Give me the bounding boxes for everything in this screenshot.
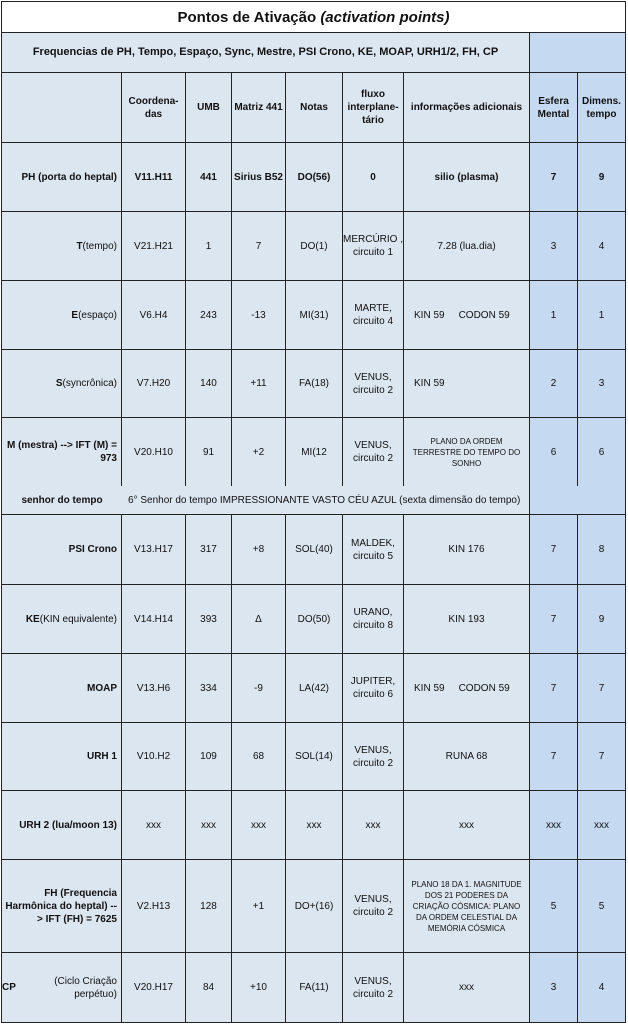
cell-dimens: 4 <box>578 953 626 1023</box>
cell-coord: V6.H4 <box>122 281 186 350</box>
cell-esfera: 7 <box>530 585 578 654</box>
cell-fluxo: xxx <box>343 791 404 860</box>
frequencies-banner: Frequencias de PH, Tempo, Espaço, Sync, Mestre, PSI Crono, KE, MOAP, URH1/2, FH, CP <box>1 33 530 73</box>
cell-dimens: 1 <box>578 281 626 350</box>
cell-esfera: xxx <box>530 791 578 860</box>
row-label: KE (KIN equivalente) <box>1 585 122 654</box>
cell-coord: V13.H6 <box>122 654 186 723</box>
cell-info: silio (plasma) <box>404 143 530 212</box>
cell-umb: 441 <box>186 143 232 212</box>
row-label: S (syncrônica) <box>1 350 122 418</box>
cell-umb: 334 <box>186 654 232 723</box>
cell-info: xxx <box>404 953 530 1023</box>
header-matriz: Matriz 441 <box>232 73 286 143</box>
cell-fluxo: VENUS, circuito 2 <box>343 860 404 953</box>
sheet-title <box>1 1 626 33</box>
cell-info: KIN 193 <box>404 585 530 654</box>
cell-dimens: 8 <box>578 515 626 585</box>
cell-coord: V14.H14 <box>122 585 186 654</box>
cell-coord: V10.H2 <box>122 723 186 791</box>
cell-fluxo: URANO, circuito 8 <box>343 585 404 654</box>
row-label: FH (Frequencia Harmônica do heptal) --> IFT (FH) = 7625 <box>1 860 122 953</box>
cell-fluxo: VENUS, circuito 2 <box>343 723 404 791</box>
cell-dimens: xxx <box>578 791 626 860</box>
cell-info: PLANO DA ORDEM TERRESTRE DO TEMPO DO SONHO <box>404 418 530 486</box>
header-fluxo: fluxo interplane-tário <box>343 73 404 143</box>
cell-umb: 1 <box>186 212 232 281</box>
cell-esfera: 5 <box>530 860 578 953</box>
cell-info: RUNA 68 <box>404 723 530 791</box>
cell-dimens: 5 <box>578 860 626 953</box>
cell-notas: MI(12 <box>286 418 343 486</box>
cell-umb: 243 <box>186 281 232 350</box>
row-label: E (espaço) <box>1 281 122 350</box>
header-esfera: Esfera Mental <box>530 73 578 143</box>
cell-dimens: 9 <box>578 143 626 212</box>
cell-info: KIN 59 CODON 59 <box>404 281 530 350</box>
cell-dimens: 6 <box>578 418 626 486</box>
cell-coord: V20.H17 <box>122 953 186 1023</box>
cell-info: KIN 59 <box>404 350 530 418</box>
cell-matriz: +10 <box>232 953 286 1023</box>
cell-matriz: +8 <box>232 515 286 585</box>
cell-notas: DO+(16) <box>286 860 343 953</box>
cell-fluxo: VENUS, circuito 2 <box>343 350 404 418</box>
senhor-text: 6° Senhor do tempo IMPRESSIONANTE VASTO CÉU AZUL (sexta dimensão do tempo) <box>122 486 530 515</box>
cell-dimens: 4 <box>578 212 626 281</box>
cell-notas: LA(42) <box>286 654 343 723</box>
cell-dimens: 3 <box>578 350 626 418</box>
row-label: MOAP <box>1 654 122 723</box>
cell-fluxo: MERCÚRIO , circuito 1 <box>343 212 404 281</box>
cell-notas: MI(31) <box>286 281 343 350</box>
cell-matriz: -13 <box>232 281 286 350</box>
cell-coord: xxx <box>122 791 186 860</box>
title-main: Pontos de Ativação <box>177 8 317 26</box>
cell-matriz: +2 <box>232 418 286 486</box>
cell-umb: 109 <box>186 723 232 791</box>
cell-esfera: 7 <box>530 143 578 212</box>
cell-esfera: 6 <box>530 418 578 486</box>
cell-umb: xxx <box>186 791 232 860</box>
cell-umb: 91 <box>186 418 232 486</box>
cell-notas: FA(18) <box>286 350 343 418</box>
cell-info: KIN 59 CODON 59 <box>404 654 530 723</box>
cell-fluxo: VENUS, circuito 2 <box>343 418 404 486</box>
cell-notas: SOL(40) <box>286 515 343 585</box>
cell-info: PLANO 18 DA 1. MAGNITUDE DOS 21 PODERES DA CRIAÇÃO CÓSMICA: PLANO DA ORDEM CELESTIAL DA MEMÓRIA CÓSMICA <box>404 860 530 953</box>
cell-coord: V13.H17 <box>122 515 186 585</box>
cell-notas: xxx <box>286 791 343 860</box>
cell-esfera: 3 <box>530 953 578 1023</box>
cell-matriz: +1 <box>232 860 286 953</box>
senhor-label: senhor do tempo <box>1 486 122 515</box>
row-label: PSI Crono <box>1 515 122 585</box>
cell-dimens: 9 <box>578 585 626 654</box>
cell-notas: FA(11) <box>286 953 343 1023</box>
cell-umb: 317 <box>186 515 232 585</box>
cell-dimens: 7 <box>578 723 626 791</box>
cell-esfera: 1 <box>530 281 578 350</box>
cell-coord: V21.H21 <box>122 212 186 281</box>
row-label: PH (porta do heptal) <box>1 143 122 212</box>
header-info: informações adicionais <box>404 73 530 143</box>
row-label: URH 1 <box>1 723 122 791</box>
cell-notas: DO(56) <box>286 143 343 212</box>
cell-umb: 393 <box>186 585 232 654</box>
cell-coord: V7.H20 <box>122 350 186 418</box>
cell-dimens: 7 <box>578 654 626 723</box>
cell-matriz: -9 <box>232 654 286 723</box>
row-label: CP (Ciclo Criação perpétuo) <box>1 953 122 1023</box>
cell-fluxo: JUPITER, circuito 6 <box>343 654 404 723</box>
senhor-blue <box>530 486 626 515</box>
cell-fluxo: VENUS, circuito 2 <box>343 953 404 1023</box>
cell-umb: 84 <box>186 953 232 1023</box>
title-sub: (activation points) <box>320 8 450 26</box>
header-umb: UMB <box>186 73 232 143</box>
cell-matriz: xxx <box>232 791 286 860</box>
cell-fluxo: MARTE, circuito 4 <box>343 281 404 350</box>
cell-info: KIN 176 <box>404 515 530 585</box>
cell-esfera: 3 <box>530 212 578 281</box>
header-coord: Coordena-das <box>122 73 186 143</box>
cell-info: xxx <box>404 791 530 860</box>
cell-notas: DO(50) <box>286 585 343 654</box>
cell-notas: SOL(14) <box>286 723 343 791</box>
cell-notas: DO(1) <box>286 212 343 281</box>
cell-esfera: 7 <box>530 654 578 723</box>
cell-fluxo: MALDEK, circuito 5 <box>343 515 404 585</box>
cell-matriz: Sirius B52 <box>232 143 286 212</box>
cell-esfera: 7 <box>530 515 578 585</box>
header-label-blank <box>1 73 122 143</box>
cell-coord: V20.H10 <box>122 418 186 486</box>
header-dimens: Dimens. tempo <box>578 73 626 143</box>
cell-umb: 128 <box>186 860 232 953</box>
cell-esfera: 2 <box>530 350 578 418</box>
cell-esfera: 7 <box>530 723 578 791</box>
cell-coord: V2.H13 <box>122 860 186 953</box>
cell-umb: 140 <box>186 350 232 418</box>
cell-matriz: 7 <box>232 212 286 281</box>
cell-info: 7.28 (lua.dia) <box>404 212 530 281</box>
cell-matriz: 68 <box>232 723 286 791</box>
row-label: T (tempo) <box>1 212 122 281</box>
row-label: URH 2 (lua/moon 13) <box>1 791 122 860</box>
cell-matriz: Δ <box>232 585 286 654</box>
cell-matriz: +11 <box>232 350 286 418</box>
cell-coord: V11.H11 <box>122 143 186 212</box>
cell-fluxo: 0 <box>343 143 404 212</box>
row-label: M (mestra) --> IFT (M) = 973 <box>1 418 122 486</box>
header-notas: Notas <box>286 73 343 143</box>
frequencies-banner-blue <box>530 33 626 73</box>
